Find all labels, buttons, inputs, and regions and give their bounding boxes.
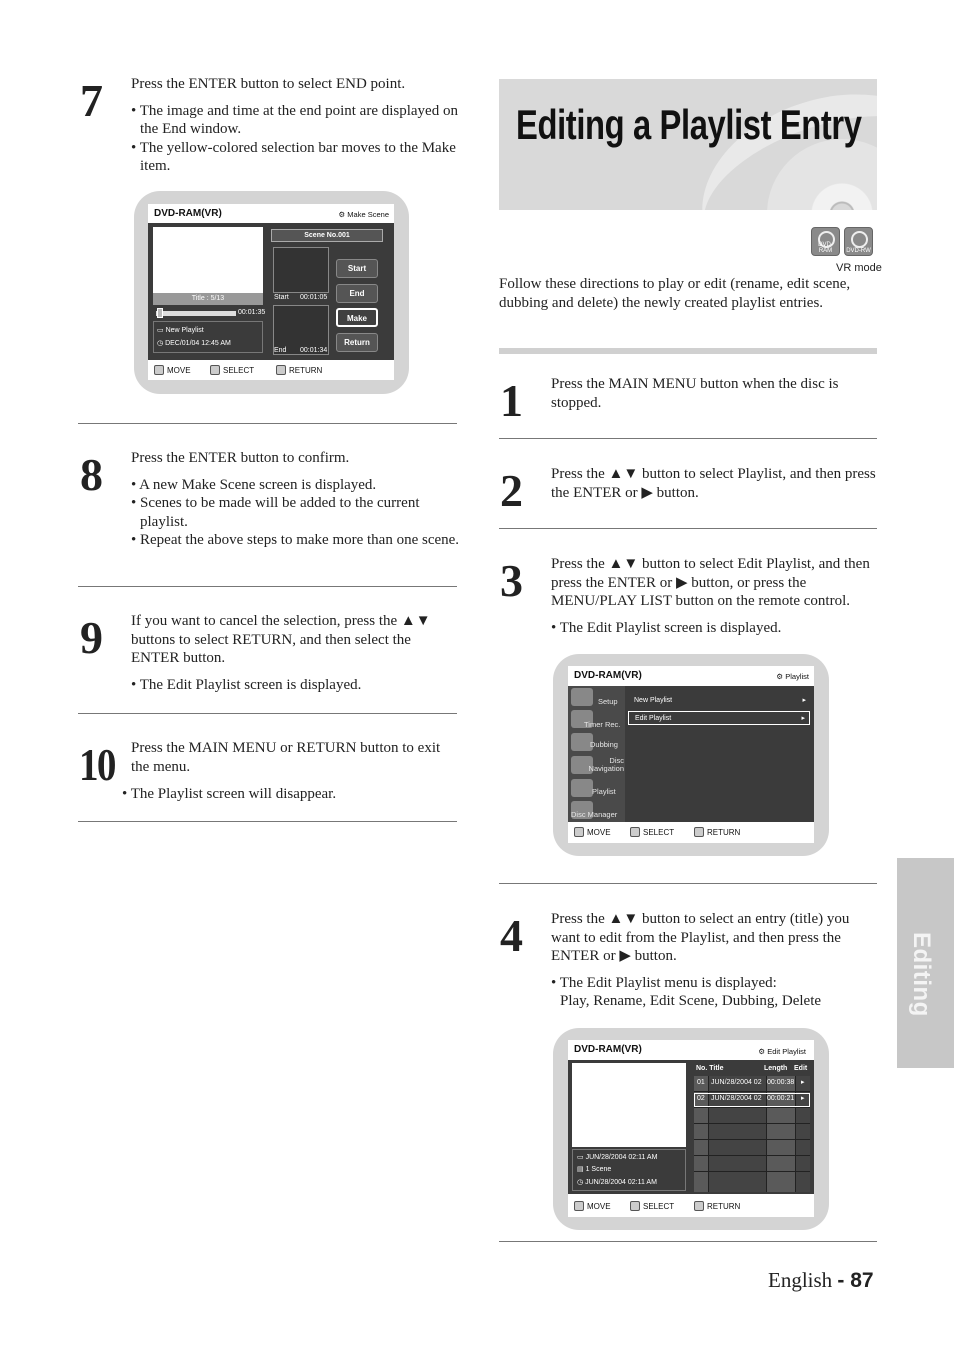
- grid-line: [694, 1155, 810, 1156]
- row-no: 01: [697, 1079, 705, 1086]
- edit-playlist-screen: [568, 1040, 814, 1217]
- title-counter-bar: Title : 5/13: [153, 293, 263, 305]
- title-icon: ▭: [577, 1154, 586, 1161]
- info-scenes-text: 1 Scene: [585, 1166, 612, 1173]
- screen-mode: [776, 672, 809, 681]
- move-label: MOVE: [587, 1201, 611, 1211]
- make-scene-screen: [148, 204, 394, 380]
- arrow-right-icon: ▸: [801, 1095, 805, 1102]
- table-row[interactable]: [694, 1077, 810, 1091]
- row-length: 00:00:21: [767, 1095, 795, 1102]
- move-label: MOVE: [167, 365, 191, 375]
- section-side-tab: [897, 858, 954, 1068]
- step-8-bullet: • A new Make Scene screen is displayed.: [131, 476, 377, 493]
- screen-mode-label: Make Scene: [347, 210, 389, 219]
- menu-item-dubbing[interactable]: Dubbing: [590, 740, 618, 749]
- menu-item-playlist[interactable]: Playlist: [592, 787, 616, 796]
- start-time: 00:01:05: [300, 294, 328, 301]
- playlist-icon: ▭: [157, 327, 166, 334]
- step-8-bullet: • Scenes to be made will be added to the current playlist.: [131, 495, 420, 530]
- playlist-item-edit[interactable]: [628, 711, 810, 725]
- grid-line: [694, 1139, 810, 1140]
- dvd-ram-label: DVD-RAM: [818, 242, 833, 254]
- screen-bottom-bar: [568, 824, 814, 840]
- divider: [499, 1241, 877, 1242]
- menu-item-timer-rec[interactable]: Timer Rec.: [584, 720, 621, 729]
- divider: [499, 883, 877, 884]
- divider: [78, 821, 457, 822]
- screen-mode: [758, 1047, 806, 1056]
- playlist-name-text: New Playlist: [165, 327, 204, 334]
- return-label: RETURN: [707, 827, 741, 837]
- select-hint: [630, 1201, 674, 1211]
- select-label: SELECT: [223, 365, 255, 375]
- return-key-icon: [694, 1201, 704, 1211]
- return-label: RETURN: [707, 1201, 741, 1211]
- info-date-2: [577, 1178, 657, 1186]
- divider: [78, 586, 457, 587]
- playlist-screen: [568, 666, 814, 843]
- ok-key-icon: [630, 827, 640, 837]
- progress-handle[interactable]: [157, 308, 163, 318]
- move-key-icon: [574, 1201, 584, 1211]
- screen-title: DVD-RAM(VR): [574, 1044, 642, 1055]
- page-title-banner: [499, 79, 877, 210]
- menu-item-setup[interactable]: Setup: [598, 697, 618, 706]
- row-length: 00:00:38: [767, 1079, 795, 1086]
- move-key-icon: [574, 827, 584, 837]
- return-key-icon: [694, 827, 704, 837]
- column-header-length: Length: [764, 1065, 788, 1072]
- step-8-number: 8: [80, 449, 101, 500]
- step-2-instruction: Press the ▲▼ button to select Playlist, and then press the ENTER or ▶ button.: [551, 466, 876, 501]
- wrench-icon: [571, 688, 593, 706]
- make-scene-panel: [148, 223, 394, 360]
- start-window: [273, 247, 329, 293]
- dvd-rw-icon: [844, 227, 873, 256]
- step-3-text: [551, 555, 881, 637]
- settings-icon: ⚙: [338, 210, 348, 219]
- arrow-right-icon: ▸: [802, 697, 806, 704]
- step-4-bullet: • The Edit Playlist menu is displayed:: [551, 974, 777, 991]
- section-bar: [499, 348, 877, 354]
- progress-track[interactable]: [156, 311, 236, 316]
- step-3-instruction: Press the ▲▼ button to select Edit Playlist, and then press the ENTER or ▶ button, or press the MENU/PLAY LIST button on the remote control.: [551, 556, 870, 609]
- start-label: Start: [274, 294, 289, 301]
- step-8-instruction: Press the ENTER button to confirm.: [131, 450, 350, 466]
- playlist-item-new[interactable]: [628, 694, 810, 708]
- step-3-number: 3: [500, 555, 521, 606]
- intro-text: Follow these directions to play or edit (rename, edit scene, dubbing and delete) the newly created playlist entries.: [499, 276, 851, 311]
- screen-mode-label: Playlist: [785, 672, 809, 681]
- divider: [499, 438, 877, 439]
- step-2-number: 2: [500, 465, 521, 516]
- step-4-instruction: Press the ▲▼ button to select an entry (title) you want to edit from the Playlist, and then press the ENTER or ▶ button.: [551, 911, 850, 964]
- move-hint: [154, 365, 191, 375]
- end-time: 00:01:34: [300, 347, 328, 354]
- return-button[interactable]: Return: [336, 333, 378, 352]
- edit-playlist-panel: [568, 1060, 814, 1194]
- end-label: End: [274, 347, 287, 354]
- grid-line: [694, 1091, 810, 1092]
- grid-line: [694, 1123, 810, 1124]
- playlist-table-grid: [694, 1076, 810, 1192]
- select-hint: [630, 827, 674, 837]
- select-label: SELECT: [643, 827, 675, 837]
- info-date-1-text: JUN/28/2004 02:11 AM: [585, 1154, 658, 1161]
- playlist-panel: [625, 686, 814, 822]
- settings-icon: ⚙: [776, 672, 786, 681]
- recording-date: [157, 339, 231, 347]
- page-title: Editing a Playlist Entry: [516, 101, 862, 148]
- screen-bottom-bar: [568, 1198, 814, 1214]
- return-hint: [694, 827, 740, 837]
- dvd-ram-icon: [811, 227, 840, 256]
- move-label: MOVE: [587, 827, 611, 837]
- grid-line: [694, 1107, 810, 1108]
- step-7-bullet: • The yellow-colored selection bar moves to the Make item.: [131, 139, 456, 174]
- row-title: JUN/28/2004 02: [711, 1079, 762, 1086]
- column-header-no-title: No. Title: [696, 1065, 724, 1072]
- screen-mode: [338, 210, 389, 219]
- move-key-icon: [154, 365, 164, 375]
- dvd-rw-label: DVD-RW: [846, 248, 871, 254]
- vr-mode-label: VR mode: [836, 262, 882, 274]
- step-4-menu-options: Play, Rename, Edit Scene, Dubbing, Delete: [560, 993, 822, 1009]
- step-4-text: [551, 910, 881, 1011]
- page-number: - 87: [837, 1269, 874, 1292]
- screen-bottom-bar: [148, 362, 394, 378]
- section-side-tab-label: Editing: [908, 932, 935, 1017]
- step-2-text: [551, 465, 881, 502]
- playlist-item-label: New Playlist: [634, 697, 673, 704]
- step-4-number: 4: [500, 910, 521, 961]
- step-10-number: 10: [79, 739, 115, 790]
- step-10-text: [131, 739, 451, 784]
- step-9-bullet: • The Edit Playlist screen is displayed.: [131, 676, 362, 693]
- playlist-icon: [571, 779, 593, 797]
- preview-window: [572, 1063, 686, 1147]
- arrow-right-icon: ▸: [801, 1079, 805, 1086]
- select-label: SELECT: [643, 1201, 675, 1211]
- step-9-text: [131, 612, 441, 694]
- return-hint: [276, 365, 322, 375]
- step-7-bullet: • The image and time at the end point are displayed on the End window.: [131, 102, 458, 137]
- step-7-instruction: Press the ENTER button to select END point.: [131, 76, 406, 92]
- move-hint: [574, 1201, 611, 1211]
- current-time: 00:01:35: [238, 309, 266, 316]
- grid-line: [694, 1171, 810, 1172]
- step-3-bullet: • The Edit Playlist screen is displayed.: [551, 619, 782, 636]
- settings-icon: ⚙: [758, 1047, 768, 1056]
- ok-key-icon: [210, 365, 220, 375]
- return-hint: [694, 1201, 740, 1211]
- arrow-right-icon: ▸: [801, 715, 805, 722]
- start-button[interactable]: Start: [336, 259, 378, 278]
- screen-title: DVD-RAM(VR): [574, 670, 642, 681]
- step-1-text: [551, 375, 871, 412]
- page-footer: [768, 1268, 874, 1293]
- info-scenes: [577, 1165, 611, 1173]
- step-8-bullet: • Repeat the above steps to make more than one scene.: [131, 532, 460, 548]
- step-7-text: [131, 75, 461, 176]
- row-title: JUN/28/2004 02: [711, 1095, 762, 1102]
- select-hint: [210, 365, 254, 375]
- step-9-number: 9: [80, 612, 101, 663]
- make-button[interactable]: Make: [336, 308, 378, 327]
- info-date-1: [577, 1153, 657, 1161]
- return-label: RETURN: [289, 365, 323, 375]
- playlist-name: [157, 326, 204, 334]
- row-no: 02: [697, 1095, 705, 1102]
- move-hint: [574, 827, 611, 837]
- footer-language: English: [768, 1268, 833, 1292]
- divider: [499, 528, 877, 529]
- scene-number-bar: Scene No.001: [271, 229, 383, 242]
- menu-item-disc-manager[interactable]: Disc Manager: [571, 810, 618, 819]
- ok-key-icon: [630, 1201, 640, 1211]
- step-1-number: 1: [500, 375, 521, 426]
- column-header-edit: Edit: [794, 1065, 808, 1072]
- step-9-instruction: If you want to cancel the selection, press the ▲▼ buttons to select RETURN, and then select the ENTER button.: [131, 613, 431, 666]
- step-10-instruction: Press the MAIN MENU or RETURN button to exit the menu.: [131, 740, 441, 775]
- return-key-icon: [276, 365, 286, 375]
- recording-date-text: DEC/01/04 12:45 AM: [165, 340, 231, 347]
- table-row[interactable]: [694, 1093, 810, 1107]
- step-7-number: 7: [80, 75, 101, 126]
- playlist-item-label: Edit Playlist: [635, 715, 672, 722]
- info-date-2-text: JUN/28/2004 02:11 AM: [585, 1179, 657, 1186]
- clock-icon: ◷: [157, 340, 166, 347]
- step-8-text: [131, 449, 461, 550]
- scene-icon: ▤: [577, 1166, 586, 1173]
- step-1-instruction: Press the MAIN MENU button when the disc is stopped.: [551, 376, 839, 411]
- screen-mode-label: Edit Playlist: [767, 1047, 806, 1056]
- divider: [78, 423, 457, 424]
- clock-icon: ◷: [577, 1179, 586, 1186]
- menu-item-disc-navigation[interactable]: Disc Navigation: [588, 756, 624, 773]
- screen-title: DVD-RAM(VR): [154, 208, 222, 219]
- divider: [78, 713, 457, 714]
- preview-window: [153, 227, 263, 299]
- step-10-bullet: • The Playlist screen will disappear.: [122, 786, 337, 802]
- end-button[interactable]: End: [336, 284, 378, 303]
- main-menu-sidebar: [568, 686, 625, 822]
